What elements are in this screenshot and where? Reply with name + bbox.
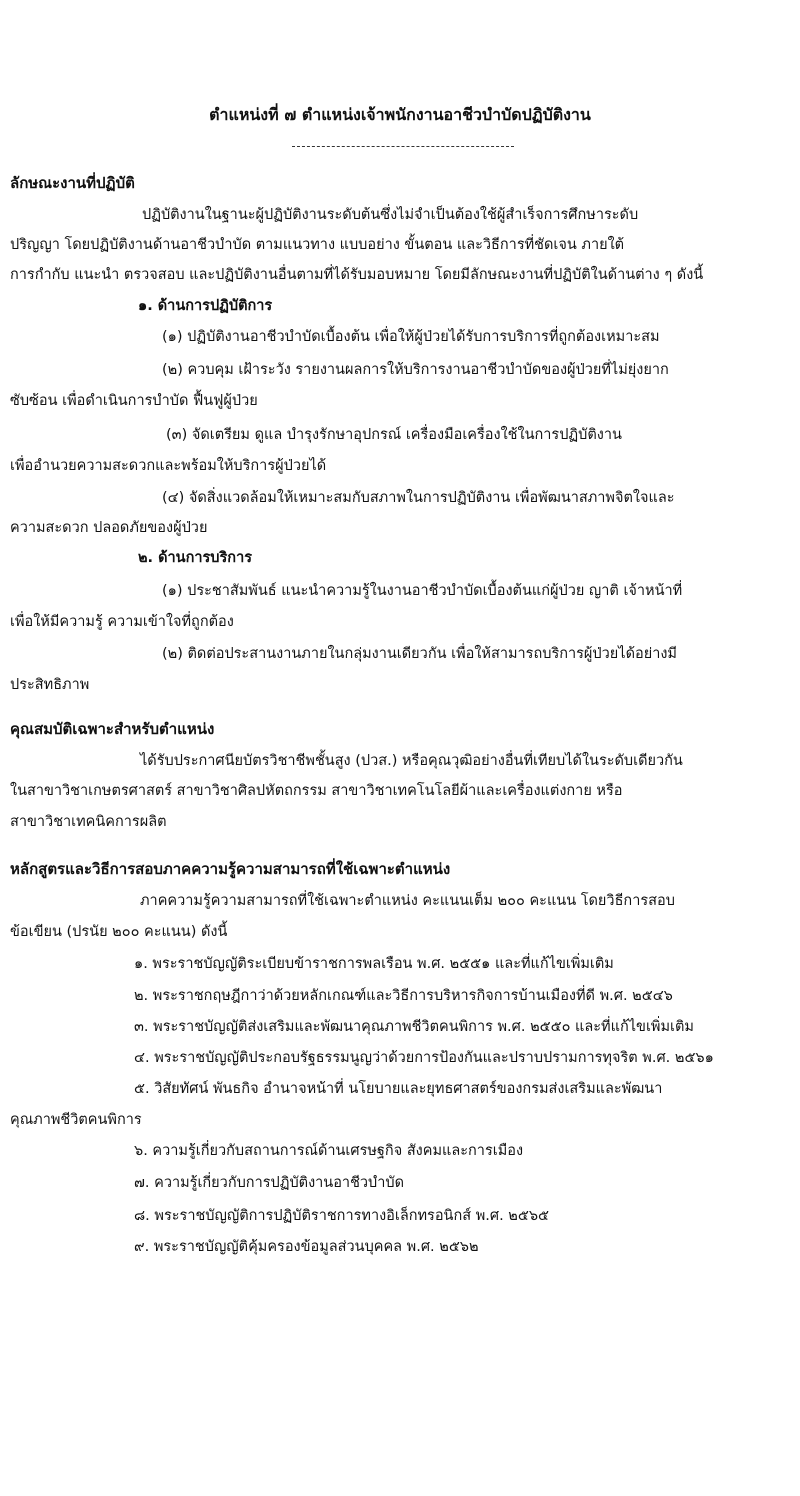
job-nature-intro-line: การกำกับ แนะนำ ตรวจสอบ และปฏิบัติงานอื่นตามที่ได้รับมอบหมาย โดยมีลักษณะงานที่ปฏิบัติในด้านต่าง ๆ ดังนี้ [10, 267, 704, 283]
exam-topic: ๗. ความรู้เกี่ยวกับการปฏิบัติงานอาชีวบำบัด [134, 1175, 405, 1191]
exam-intro-line: ภาคความรู้ความสามารถที่ใช้เฉพาะตำแหน่ง คะแนนเต็ม ๒๐๐ คะแนน โดยวิธีการสอบ [140, 893, 675, 909]
title-divider [292, 146, 514, 147]
exam-topic: ๑. พระราชบัญญัติระเบียบข้าราชการพลเรือน พ.ศ. ๒๕๕๑ และที่แก้ไขเพิ่มเติม [134, 956, 614, 972]
job-nature-intro-line: ปริญญา โดยปฏิบัติงานด้านอาชีวบำบัด ตามแนวทาง แบบอย่าง ขั้นตอน และวิธีการที่ชัดเจน ภายใต้ [10, 237, 625, 253]
exam-intro-line: ข้อเขียน (ปรนัย ๒๐๐ คะแนน) ดังนี้ [10, 924, 228, 940]
qualifications-heading: คุณสมบัติเฉพาะสำหรับตำแหน่ง [10, 720, 215, 738]
exam-topic: ๙. พระราชบัญญัติคุ้มครองข้อมูลส่วนบุคคล พ.ศ. ๒๕๖๒ [134, 1239, 479, 1255]
area2-item: (๑) ประชาสัมพันธ์ แนะนำความรู้ในงานอาชีวบำบัดเบื้องต้นแก่ผู้ป่วย ญาติ เจ้าหน้าที่ [162, 583, 683, 599]
area1-title: ๑. ด้านการปฏิบัติการ [138, 298, 273, 314]
exam-topic: ๕. วิสัยทัศน์ พันธกิจ อำนาจหน้าที่ นโยบายและยุทธศาสตร์ของกรมส่งเสริมและพัฒนา [134, 1081, 663, 1097]
qualifications-line: ได้รับประกาศนียบัตรวิชาชีพชั้นสูง (ปวส.) หรือคุณวุฒิอย่างอื่นที่เทียบได้ในระดับเดียวกัน [140, 753, 683, 769]
exam-topic: ๔. พระราชบัญญัติประกอบรัฐธรรมนูญว่าด้วยการป้องกันและปราบปรามการทุจริต พ.ศ. ๒๕๖๑ [134, 1050, 714, 1066]
area1-item: (๒) ควบคุม เฝ้าระวัง รายงานผลการให้บริการงานอาชีวบำบัดของผู้ป่วยที่ไม่ยุ่งยาก [162, 362, 669, 378]
area1-item-cont: ความสะดวก ปลอดภัยของผู้ป่วย [10, 520, 208, 536]
exam-topic: ๒. พระราชกฤษฎีกาว่าด้วยหลักเกณฑ์และวิธีการบริหารกิจการบ้านเมืองที่ดี พ.ศ. ๒๕๔๖ [134, 988, 673, 1004]
job-nature-heading: ลักษณะงานที่ปฏิบัติ [10, 174, 135, 192]
exam-topic: ๓. พระราชบัญญัติส่งเสริมและพัฒนาคุณภาพชีวิตคนพิการ พ.ศ. ๒๕๕๐ และที่แก้ไขเพิ่มเติม [134, 1019, 694, 1035]
exam-topic: ๘. พระราชบัญญัติการปฏิบัติราชการทางอิเล็กทรอนิกส์ พ.ศ. ๒๕๖๕ [134, 1208, 550, 1224]
area2-item: (๒) ติดต่อประสานงานภายในกลุ่มงานเดียวกัน เพื่อให้สามารถบริการผู้ป่วยได้อย่างมี [162, 646, 677, 662]
qualifications-line: ในสาขาวิชาเกษตรศาสตร์ สาขาวิชาศิลปหัตถกรรม สาขาวิชาเทคโนโลยีผ้าและเครื่องแต่งกาย หรือ [10, 783, 623, 799]
document-title: ตำแหน่งที่ ๗ ตำแหน่งเจ้าพนักงานอาชีวบำบัดปฏิบัติงาน [209, 105, 591, 124]
area1-item: (๓) จัดเตรียม ดูแล บำรุงรักษาอุปกรณ์ เครื่องมือเครื่องใช้ในการปฏิบัติงาน [166, 427, 622, 443]
area2-item-cont: เพื่อให้มีความรู้ ความเข้าใจที่ถูกต้อง [10, 614, 234, 630]
exam-topic: ๖. ความรู้เกี่ยวกับสถานการณ์ด้านเศรษฐกิจ สังคมและการเมือง [134, 1143, 524, 1159]
area1-item: (๔) จัดสิ่งแวดล้อมให้เหมาะสมกับสภาพในการปฏิบัติงาน เพื่อพัฒนาสภาพจิตใจและ [162, 490, 675, 506]
area2-item-cont: ประสิทธิภาพ [10, 677, 90, 693]
qualifications-line: สาขาวิชาเทคนิคการผลิต [10, 814, 167, 830]
exam-heading: หลักสูตรและวิธีการสอบภาคความรู้ความสามารถที่ใช้เฉพาะตำแหน่ง [10, 860, 451, 878]
area1-item-cont: ซับซ้อน เพื่อดำเนินการบำบัด ฟื้นฟูผู้ป่วย [10, 393, 258, 409]
job-nature-intro-line: ปฏิบัติงานในฐานะผู้ปฏิบัติงานระดับต้นซึ่งไม่จำเป็นต้องใช้ผู้สำเร็จการศึกษาระดับ [142, 207, 639, 223]
area1-item-cont: เพื่ออำนวยความสะดวกและพร้อมให้บริการผู้ป่วยได้ [10, 458, 327, 474]
area1-item: (๑) ปฏิบัติงานอาชีวบำบัดเบื้องต้น เพื่อให้ผู้ป่วยได้รับการบริการที่ถูกต้องเหมาะสม [162, 329, 660, 345]
exam-topic-cont: คุณภาพชีวิตคนพิการ [10, 1112, 142, 1128]
area2-title: ๒. ด้านการบริการ [138, 550, 252, 566]
